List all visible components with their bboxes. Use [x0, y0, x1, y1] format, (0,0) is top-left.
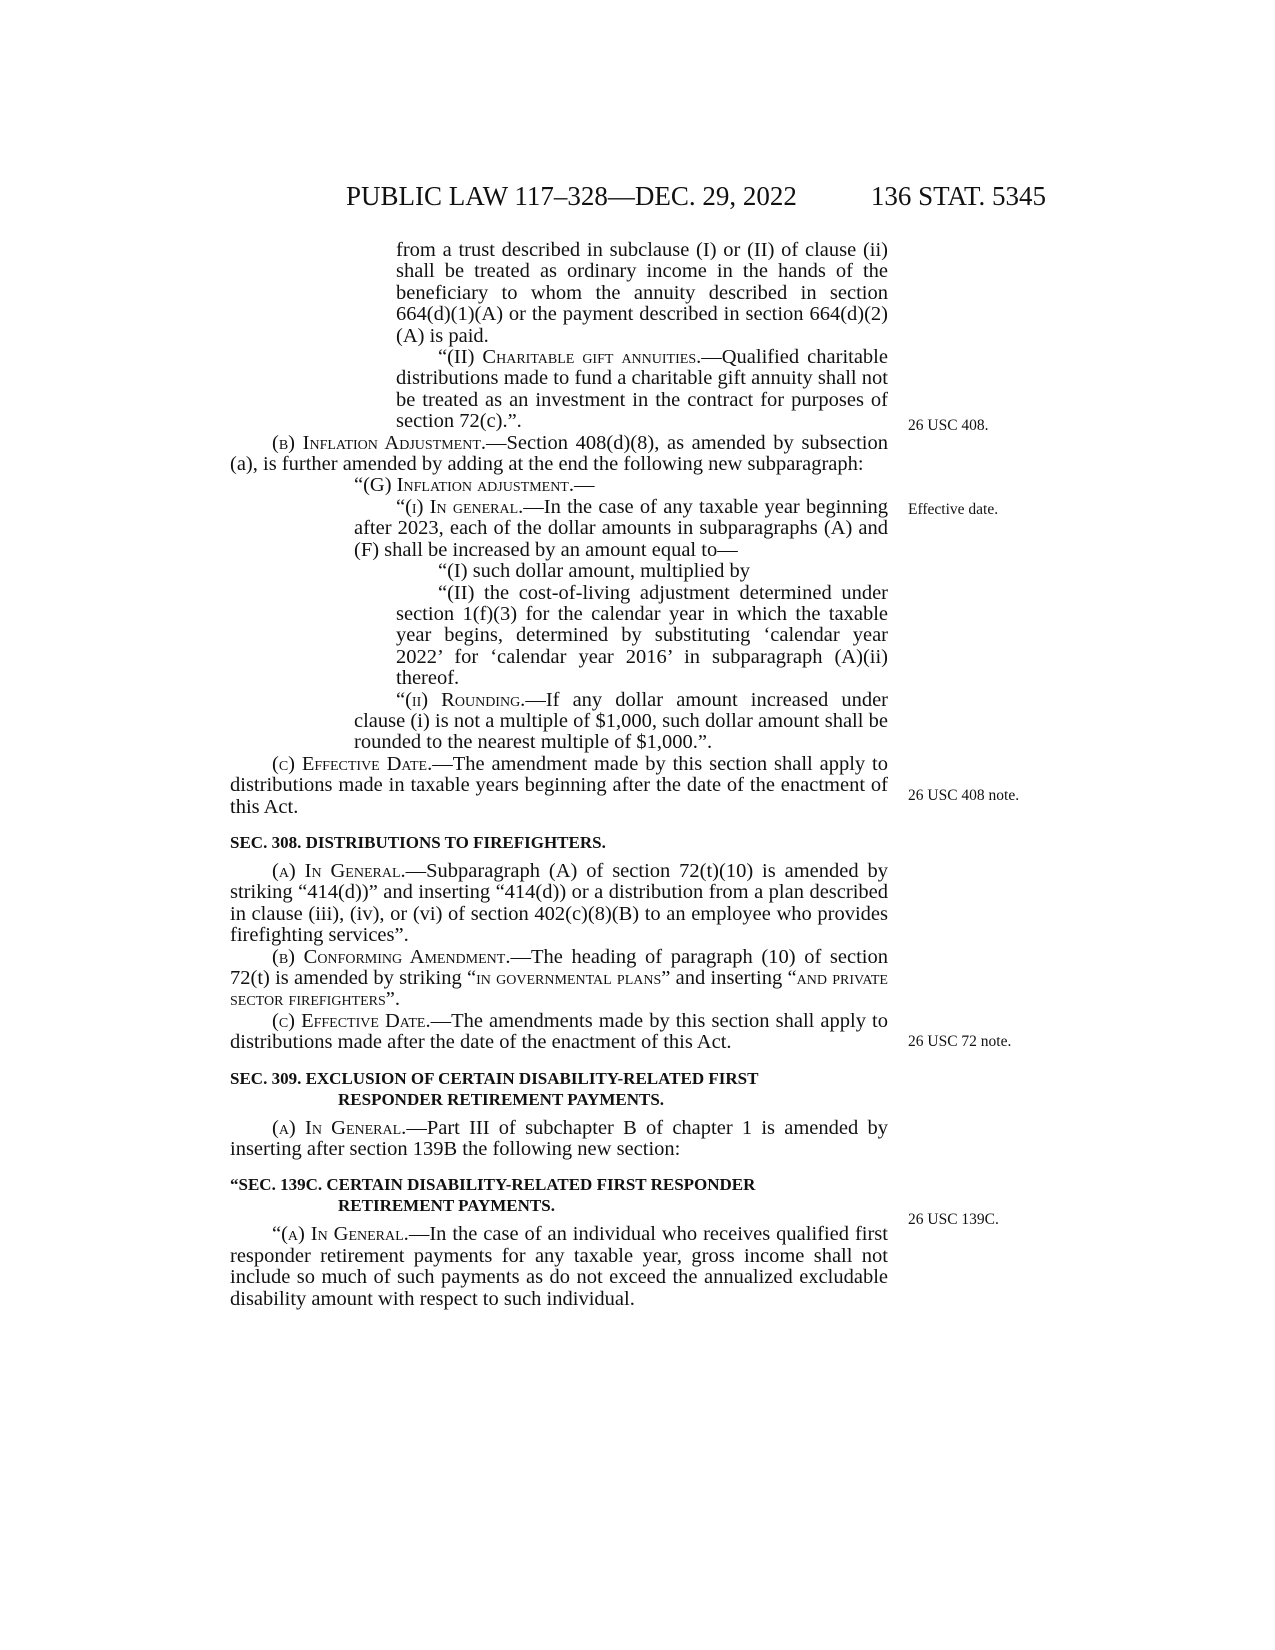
- paragraph-g-inflation-adjustment: [354, 475, 888, 496]
- dash-g: —: [573, 474, 595, 497]
- document-body: [230, 240, 888, 1310]
- heading-charitable-gift-annuities: “(II) Charitable gift annuities.: [438, 346, 702, 369]
- paragraph-subclause-1: “(I) such dollar amount, multiplied by: [438, 560, 750, 583]
- margin-note-26-usc-408: 26 USC 408.: [908, 417, 989, 434]
- heading-308-b: (b) Conforming Amendment.: [272, 945, 511, 968]
- heading-139c-a: “(a) In General.: [272, 1223, 409, 1246]
- heading-i-in-general: “(i) In general.: [396, 495, 524, 518]
- margin-note-26-usc-408-note: 26 USC 408 note.: [908, 787, 1020, 804]
- section-139c-heading: [230, 1174, 888, 1216]
- paragraph-309-a: [230, 1118, 888, 1161]
- section-309-heading: [230, 1068, 888, 1110]
- section-139c-heading-line2: RETIREMENT PAYMENTS.: [338, 1196, 555, 1216]
- text-charitable-gift-annuities: —Qualified charitable distributions made to fund a charitable gift annuity shall not be treated as an investment in the contract for purposes of section 72(c).”.: [396, 346, 888, 433]
- text-b-inflation-adjustment: —Section 408(d)(8), as amended by subsection (a), is further amended by adding at the end the following new subparagraph:: [230, 431, 888, 476]
- header-stat-page: 136 STAT. 5345: [870, 181, 1046, 211]
- text-i-in-general: —In the case of any taxable year beginning after 2023, each of the dollar amounts in subparagraphs (A) and (F) shall be increased by an amount equal to—: [354, 495, 888, 561]
- paragraph-i-in-general: [354, 497, 888, 561]
- heading-ii-rounding: “(ii) Rounding.: [396, 688, 526, 711]
- paragraph-308-c: [230, 1011, 888, 1054]
- header-public-law: PUBLIC LAW 117–328—DEC. 29, 2022: [346, 181, 797, 211]
- text-139c-a: —In the case of an individual who receives qualified first responder retirement payments for any taxable year, gross income shall not include so much of such payments as do not exceed the annualized excludable disability amount with respect to such individual.: [230, 1223, 888, 1310]
- smallcaps-private-sector: and private sector firefighters: [230, 967, 888, 1011]
- heading-c-effective-date: (c) Effective Date.: [272, 752, 433, 775]
- paragraph-c-effective-date: [230, 754, 888, 818]
- text-ii-rounding: —If any dollar amount increased under clause (i) is not a multiple of $1,000, such dollar amount shall be rounded to the nearest multiple of $1,000.”.: [354, 688, 888, 754]
- paragraph-139c-a: [230, 1224, 888, 1310]
- paragraph-subclause-2: “(II) the cost-of-living adjustment determined under section 1(f)(3) for the calendar year in which the taxable year begins, determined by substituting ‘calendar year 2022’ for ‘calendar year 2016’ in subparagraph (A)(ii) thereof.: [396, 581, 888, 690]
- text-308-a: —Subparagraph (A) of section 72(t)(10) is amended by striking “414(d))” and inserting “414(d)) or a distribution from a plan described in clause (iii), (iv), or (vi) of section 402(c)(8)(B) to an employee who provides firefighting services”.: [230, 859, 888, 947]
- text-308-b-part1: —The heading of paragraph (10) of section 72(t) is amended by striking “: [230, 945, 888, 989]
- paragraph-308-a: [230, 861, 888, 947]
- paragraph-charitable-gift-annuities: [396, 347, 888, 433]
- text-c-effective-date: —The amendment made by this section shall apply to distributions made in taxable years beginning after the date of the enactment of this Act.: [230, 752, 888, 818]
- section-139c-heading-line1: “SEC. 139C. CERTAIN DISABILITY-RELATED FIRST RESPONDER: [230, 1175, 756, 1195]
- section-308-heading: SEC. 308. DISTRIBUTIONS TO FIREFIGHTERS.: [230, 832, 606, 852]
- margin-note-26-usc-139c: 26 USC 139C.: [908, 1211, 999, 1228]
- paragraph-b-inflation-adjustment: [230, 433, 888, 476]
- paragraph-ii-rounding: [354, 690, 888, 754]
- heading-309-a: (a) In General.: [272, 1116, 407, 1139]
- margin-note-effective-date: Effective date.: [908, 501, 999, 518]
- text-308-b-part3: ”.: [385, 988, 401, 1011]
- smallcaps-governmental-plans: in governmental plans: [476, 967, 662, 989]
- text-308-c: —The amendments made by this section shall apply to distributions made after the date of the enactment of this Act.: [230, 1009, 888, 1054]
- margin-note-26-usc-72-note: 26 USC 72 note.: [908, 1033, 1012, 1050]
- section-309-heading-line1: SEC. 309. EXCLUSION OF CERTAIN DISABILITY-RELATED FIRST: [230, 1068, 759, 1088]
- section-309-heading-line2: RESPONDER RETIREMENT PAYMENTS.: [338, 1089, 665, 1109]
- paragraph-trust-continuation: from a trust described in subclause (I) or (II) of clause (ii) shall be treated as ordinary income in the hands of the beneficiary to whom the annuity described in section 664(d)(1)(A) or the payment described in section 664(d)(2)(A) is paid.: [396, 239, 888, 347]
- paragraph-308-b: [230, 947, 888, 1011]
- page-header: [226, 176, 1046, 216]
- heading-308-a: (a) In General.: [272, 859, 406, 882]
- heading-g-inflation-adjustment: “(G) Inflation adjustment.: [354, 474, 574, 497]
- text-308-b-part2: ” and inserting “: [661, 967, 797, 989]
- heading-308-c: (c) Effective Date.: [272, 1009, 431, 1032]
- heading-b-inflation-adjustment: (b) Inflation Adjustment.: [272, 431, 487, 454]
- text-309-a: —Part III of subchapter B of chapter 1 is amended by inserting after section 139B the following new section:: [230, 1116, 888, 1161]
